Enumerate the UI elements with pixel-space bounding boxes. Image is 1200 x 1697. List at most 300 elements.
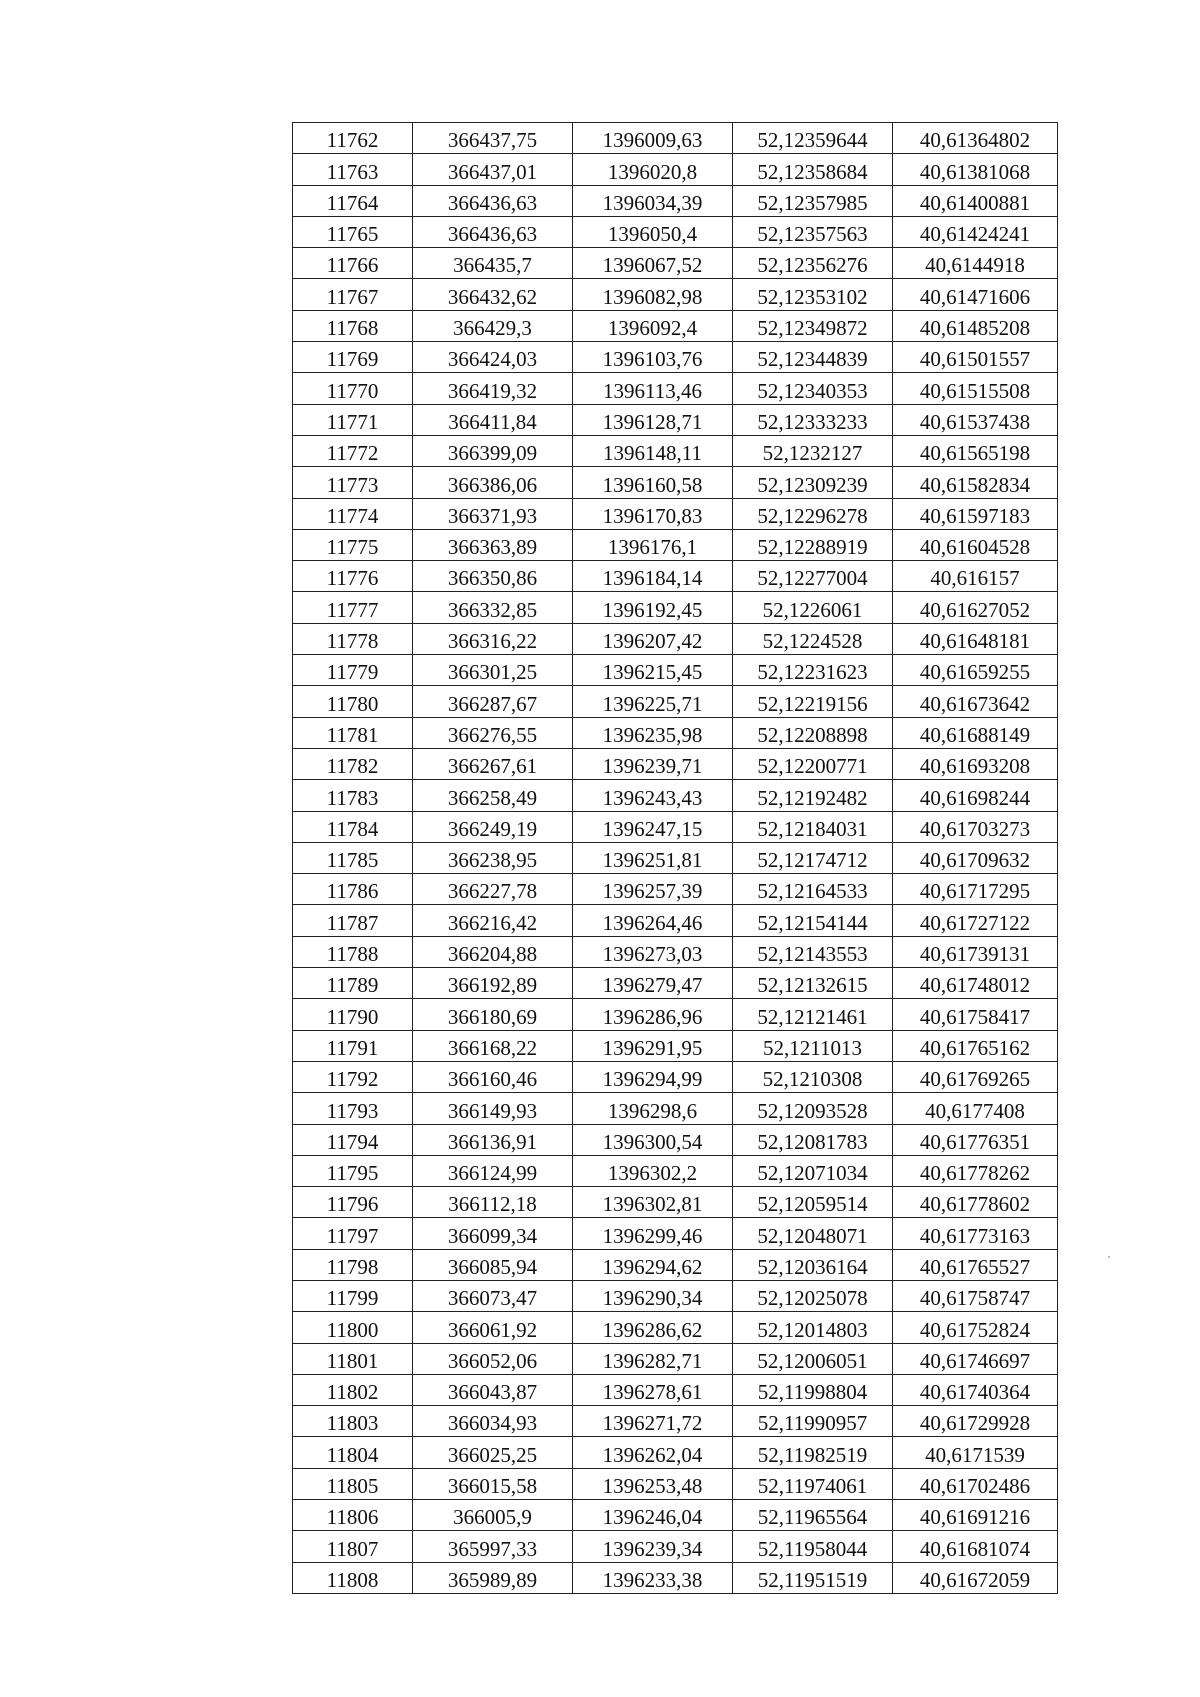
cell-text: 11771 [326,409,379,434]
x-coordinate-cell [413,1343,573,1374]
cell-text: 366034,93 [447,1411,538,1436]
point-number-cell [293,686,413,717]
cell-text: 40,6177408 [925,1098,1025,1123]
table-row [293,874,1058,905]
cell-text: 40,61693208 [919,754,1031,779]
longitude-cell [893,686,1058,717]
table-row [293,717,1058,748]
longitude-cell [893,968,1058,999]
cell-text: 1396262,04 [602,1442,703,1467]
latitude-cell [733,1343,893,1374]
point-number-cell [293,1280,413,1311]
cell-text: 52,12200771 [757,754,868,779]
x-coordinate-cell [413,1030,573,1061]
cell-text: 52,12014803 [757,1317,868,1342]
x-coordinate-cell [413,1531,573,1562]
latitude-cell [733,874,893,905]
cell-text: 40,61717295 [919,879,1031,904]
table-row [293,561,1058,592]
cell-text: 366267,61 [447,754,538,779]
longitude-cell [893,905,1058,936]
latitude-cell [733,529,893,560]
x-coordinate-cell [413,1374,573,1405]
cell-text: 40,61424241 [919,222,1031,247]
scan-speck [1108,1256,1110,1258]
table-row [293,655,1058,686]
cell-text: 52,12071034 [757,1161,868,1186]
cell-text: 40,61769265 [919,1067,1031,1092]
y-coordinate-cell [573,1249,733,1280]
point-number-cell [293,373,413,404]
y-coordinate-cell [573,342,733,373]
x-coordinate-cell [413,686,573,717]
y-coordinate-cell [573,248,733,279]
latitude-cell [733,1531,893,1562]
cell-text: 40,61485208 [919,316,1031,341]
cell-text: 52,12288919 [757,535,868,560]
cell-text: 40,61778602 [919,1192,1031,1217]
point-number-cell [293,842,413,873]
latitude-cell [733,342,893,373]
cell-text: 1396294,62 [602,1254,703,1279]
latitude-cell [733,1093,893,1124]
cell-text: 1396128,71 [602,409,703,434]
table-row [293,185,1058,216]
table-row [293,623,1058,654]
point-number-cell [293,310,413,341]
cell-text: 40,61776351 [919,1129,1031,1154]
cell-text: 11808 [326,1567,379,1592]
table-row [293,342,1058,373]
longitude-cell [893,1312,1058,1343]
cell-text: 366419,32 [447,378,538,403]
cell-text: 52,12025078 [757,1286,868,1311]
cell-text: 40,61381068 [919,159,1031,184]
latitude-cell [733,1061,893,1092]
cell-text: 52,12231623 [757,660,868,685]
table-row [293,279,1058,310]
y-coordinate-cell [573,623,733,654]
y-coordinate-cell [573,310,733,341]
x-coordinate-cell [413,342,573,373]
point-number-cell [293,717,413,748]
cell-text: 52,1232127 [762,441,863,466]
cell-text: 1396246,04 [602,1505,703,1530]
cell-text: 1396160,58 [602,472,703,497]
cell-text: 1396299,46 [602,1223,703,1248]
cell-text: 366073,47 [447,1286,538,1311]
cell-text: 11773 [326,472,379,497]
point-number-cell [293,968,413,999]
table-row [293,498,1058,529]
cell-text: 11793 [326,1098,379,1123]
longitude-cell [893,1468,1058,1499]
latitude-cell [733,905,893,936]
cell-text: 11797 [326,1223,379,1248]
cell-text: 52,12356276 [757,253,868,278]
longitude-cell [893,1155,1058,1186]
table-row [293,1312,1058,1343]
cell-text: 52,12154144 [757,910,868,935]
cell-text: 1396207,42 [602,629,703,654]
cell-text: 1396239,71 [602,754,703,779]
point-number-cell [293,811,413,842]
cell-text: 366287,67 [447,691,538,716]
table-row [293,154,1058,185]
cell-text: 52,12164533 [757,879,868,904]
cell-text: 11798 [326,1254,379,1279]
cell-text: 1396148,11 [603,441,702,466]
cell-text: 52,11998804 [757,1380,868,1405]
cell-text: 11803 [326,1411,379,1436]
cell-text: 40,61364802 [919,128,1031,153]
longitude-cell [893,623,1058,654]
point-number-cell [293,999,413,1030]
x-coordinate-cell [413,592,573,623]
longitude-cell [893,717,1058,748]
cell-text: 40,61729928 [919,1411,1031,1436]
x-coordinate-cell [413,1249,573,1280]
longitude-cell [893,248,1058,279]
cell-text: 40,61627052 [919,597,1031,622]
x-coordinate-cell [413,154,573,185]
cell-text: 40,61604528 [919,535,1031,560]
y-coordinate-cell [573,842,733,873]
cell-text: 1396050,4 [607,222,698,247]
cell-text: 40,61765162 [919,1035,1031,1060]
x-coordinate-cell [413,936,573,967]
cell-text: 11765 [326,222,379,247]
table-row [293,1406,1058,1437]
point-number-cell [293,279,413,310]
point-number-cell [293,1562,413,1593]
point-number-cell [293,1437,413,1468]
latitude-cell [733,1437,893,1468]
x-coordinate-cell [413,435,573,466]
cell-text: 1396184,14 [602,566,703,591]
cell-text: 52,12121461 [757,1004,868,1029]
cell-text: 52,12340353 [757,378,868,403]
cell-text: 11790 [326,1004,379,1029]
y-coordinate-cell [573,1061,733,1092]
longitude-cell [893,123,1058,154]
x-coordinate-cell [413,1437,573,1468]
cell-text: 1396257,39 [602,879,703,904]
longitude-cell [893,154,1058,185]
cell-text: 1396009,63 [602,128,703,153]
cell-text: 11788 [326,942,379,967]
longitude-cell [893,498,1058,529]
y-coordinate-cell [573,1155,733,1186]
cell-text: 11795 [326,1161,379,1186]
cell-text: 366363,89 [447,535,538,560]
y-coordinate-cell [573,1437,733,1468]
latitude-cell [733,1562,893,1593]
latitude-cell [733,936,893,967]
longitude-cell [893,404,1058,435]
cell-text: 1396082,98 [602,284,703,309]
cell-text: 52,12358684 [757,159,868,184]
longitude-cell [893,1249,1058,1280]
latitude-cell [733,1374,893,1405]
cell-text: 1396278,61 [602,1380,703,1405]
cell-text: 40,61727122 [919,910,1031,935]
cell-text: 52,1224528 [762,629,863,654]
cell-text: 40,61672059 [919,1567,1031,1592]
cell-text: 40,61740364 [919,1380,1031,1405]
table-row [293,1187,1058,1218]
y-coordinate-cell [573,561,733,592]
latitude-cell [733,404,893,435]
coordinates-table [292,122,1058,1594]
table-row [293,1437,1058,1468]
table-row [293,216,1058,247]
longitude-cell [893,1187,1058,1218]
x-coordinate-cell [413,1312,573,1343]
table-row [293,1155,1058,1186]
table-row [293,248,1058,279]
latitude-cell [733,435,893,466]
cell-text: 11782 [326,754,379,779]
x-coordinate-cell [413,1187,573,1218]
cell-text: 366258,49 [447,785,538,810]
cell-text: 11792 [326,1067,379,1092]
cell-text: 11769 [326,347,379,372]
longitude-cell [893,999,1058,1030]
longitude-cell [893,373,1058,404]
latitude-cell [733,748,893,779]
longitude-cell [893,467,1058,498]
table-row [293,1218,1058,1249]
point-number-cell [293,1374,413,1405]
cell-text: 1396251,81 [602,848,703,873]
x-coordinate-cell [413,123,573,154]
longitude-cell [893,1030,1058,1061]
x-coordinate-cell [413,561,573,592]
cell-text: 11786 [326,879,379,904]
cell-text: 52,11990957 [757,1411,868,1436]
longitude-cell [893,216,1058,247]
longitude-cell [893,874,1058,905]
table-row [293,467,1058,498]
table-row [293,123,1058,154]
cell-text: 40,61471606 [919,284,1031,309]
cell-text: 52,12309239 [757,472,868,497]
cell-text: 11801 [326,1348,379,1373]
table-row [293,686,1058,717]
cell-text: 11762 [326,128,379,153]
y-coordinate-cell [573,279,733,310]
point-number-cell [293,248,413,279]
point-number-cell [293,1155,413,1186]
cell-text: 11766 [326,253,379,278]
cell-text: 1396290,34 [602,1286,703,1311]
cell-text: 40,61501557 [919,347,1031,372]
cell-text: 366227,78 [447,879,538,904]
cell-text: 40,61765527 [919,1254,1031,1279]
cell-text: 1396239,34 [602,1536,703,1561]
x-coordinate-cell [413,216,573,247]
y-coordinate-cell [573,216,733,247]
point-number-cell [293,529,413,560]
longitude-cell [893,435,1058,466]
x-coordinate-cell [413,373,573,404]
latitude-cell [733,842,893,873]
cell-text: 40,61758417 [919,1004,1031,1029]
point-number-cell [293,1124,413,1155]
latitude-cell [733,1406,893,1437]
cell-text: 11805 [326,1474,379,1499]
y-coordinate-cell [573,1280,733,1311]
cell-text: 1396020,8 [607,159,698,184]
point-number-cell [293,1187,413,1218]
cell-text: 1396286,96 [602,1004,703,1029]
table-row [293,1280,1058,1311]
y-coordinate-cell [573,905,733,936]
y-coordinate-cell [573,592,733,623]
cell-text: 366192,89 [447,973,538,998]
y-coordinate-cell [573,467,733,498]
x-coordinate-cell [413,1061,573,1092]
longitude-cell [893,780,1058,811]
cell-text: 40,61515508 [919,378,1031,403]
cell-text: 366061,92 [447,1317,538,1342]
cell-text: 40,61681074 [919,1536,1031,1561]
cell-text: 366249,19 [447,816,538,841]
point-number-cell [293,185,413,216]
y-coordinate-cell [573,1093,733,1124]
longitude-cell [893,811,1058,842]
cell-text: 1396247,15 [602,816,703,841]
cell-text: 1396286,62 [602,1317,703,1342]
point-number-cell [293,498,413,529]
point-number-cell [293,655,413,686]
coordinates-table-body [293,123,1058,1594]
cell-text: 366180,69 [447,1004,538,1029]
point-number-cell [293,1343,413,1374]
cell-text: 1396279,47 [602,973,703,998]
longitude-cell [893,1124,1058,1155]
cell-text: 366124,99 [447,1161,538,1186]
cell-text: 1396215,45 [602,660,703,685]
x-coordinate-cell [413,404,573,435]
cell-text: 366238,95 [447,848,538,873]
cell-text: 11767 [326,284,379,309]
cell-text: 11783 [326,785,379,810]
table-row [293,936,1058,967]
cell-text: 365997,33 [447,1536,538,1561]
cell-text: 366435,7 [453,253,532,278]
longitude-cell [893,1531,1058,1562]
table-row [293,905,1058,936]
cell-text: 40,61659255 [919,660,1031,685]
x-coordinate-cell [413,780,573,811]
y-coordinate-cell [573,1562,733,1593]
cell-text: 11774 [326,503,379,528]
cell-text: 11804 [326,1442,379,1467]
cell-text: 52,12208898 [757,722,868,747]
y-coordinate-cell [573,1124,733,1155]
cell-text: 1396192,45 [602,597,703,622]
point-number-cell [293,1061,413,1092]
x-coordinate-cell [413,1155,573,1186]
cell-text: 52,12359644 [757,128,868,153]
point-number-cell [293,123,413,154]
latitude-cell [733,1249,893,1280]
point-number-cell [293,1468,413,1499]
cell-text: 366276,55 [447,722,538,747]
cell-text: 11794 [326,1129,379,1154]
cell-text: 52,12296278 [757,503,868,528]
cell-text: 1396233,38 [602,1567,703,1592]
y-coordinate-cell [573,1500,733,1531]
cell-text: 52,11965564 [757,1505,868,1530]
cell-text: 366160,46 [447,1067,538,1092]
point-number-cell [293,1312,413,1343]
cell-text: 40,61565198 [919,441,1031,466]
cell-text: 1396225,71 [602,691,703,716]
table-row [293,780,1058,811]
cell-text: 40,61752824 [919,1317,1031,1342]
y-coordinate-cell [573,1343,733,1374]
longitude-cell [893,310,1058,341]
latitude-cell [733,1124,893,1155]
table-row [293,1124,1058,1155]
cell-text: 11784 [326,816,379,841]
cell-text: 11777 [326,597,379,622]
longitude-cell [893,279,1058,310]
longitude-cell [893,592,1058,623]
cell-text: 11806 [326,1505,379,1530]
cell-text: 1396176,1 [607,535,698,560]
x-coordinate-cell [413,310,573,341]
cell-text: 11781 [326,722,379,747]
cell-text: 11800 [326,1317,379,1342]
point-number-cell [293,1531,413,1562]
latitude-cell [733,185,893,216]
y-coordinate-cell [573,999,733,1030]
cell-text: 52,11958044 [757,1536,868,1561]
x-coordinate-cell [413,1406,573,1437]
point-number-cell [293,342,413,373]
cell-text: 366437,01 [447,159,538,184]
y-coordinate-cell [573,185,733,216]
cell-text: 11764 [326,190,379,215]
cell-text: 52,12349872 [757,316,868,341]
longitude-cell [893,342,1058,373]
cell-text: 11802 [326,1380,379,1405]
x-coordinate-cell [413,1093,573,1124]
table-row [293,310,1058,341]
x-coordinate-cell [413,655,573,686]
y-coordinate-cell [573,655,733,686]
y-coordinate-cell [573,748,733,779]
y-coordinate-cell [573,874,733,905]
cell-text: 1396282,71 [602,1348,703,1373]
cell-text: 366112,18 [448,1192,537,1217]
latitude-cell [733,310,893,341]
cell-text: 40,61773163 [919,1223,1031,1248]
cell-text: 11807 [326,1536,379,1561]
cell-text: 365989,89 [447,1567,538,1592]
cell-text: 40,61648181 [919,629,1031,654]
y-coordinate-cell [573,1030,733,1061]
latitude-cell [733,623,893,654]
cell-text: 52,1226061 [762,597,863,622]
cell-text: 52,1210308 [762,1067,863,1092]
latitude-cell [733,373,893,404]
cell-text: 52,12192482 [757,785,868,810]
